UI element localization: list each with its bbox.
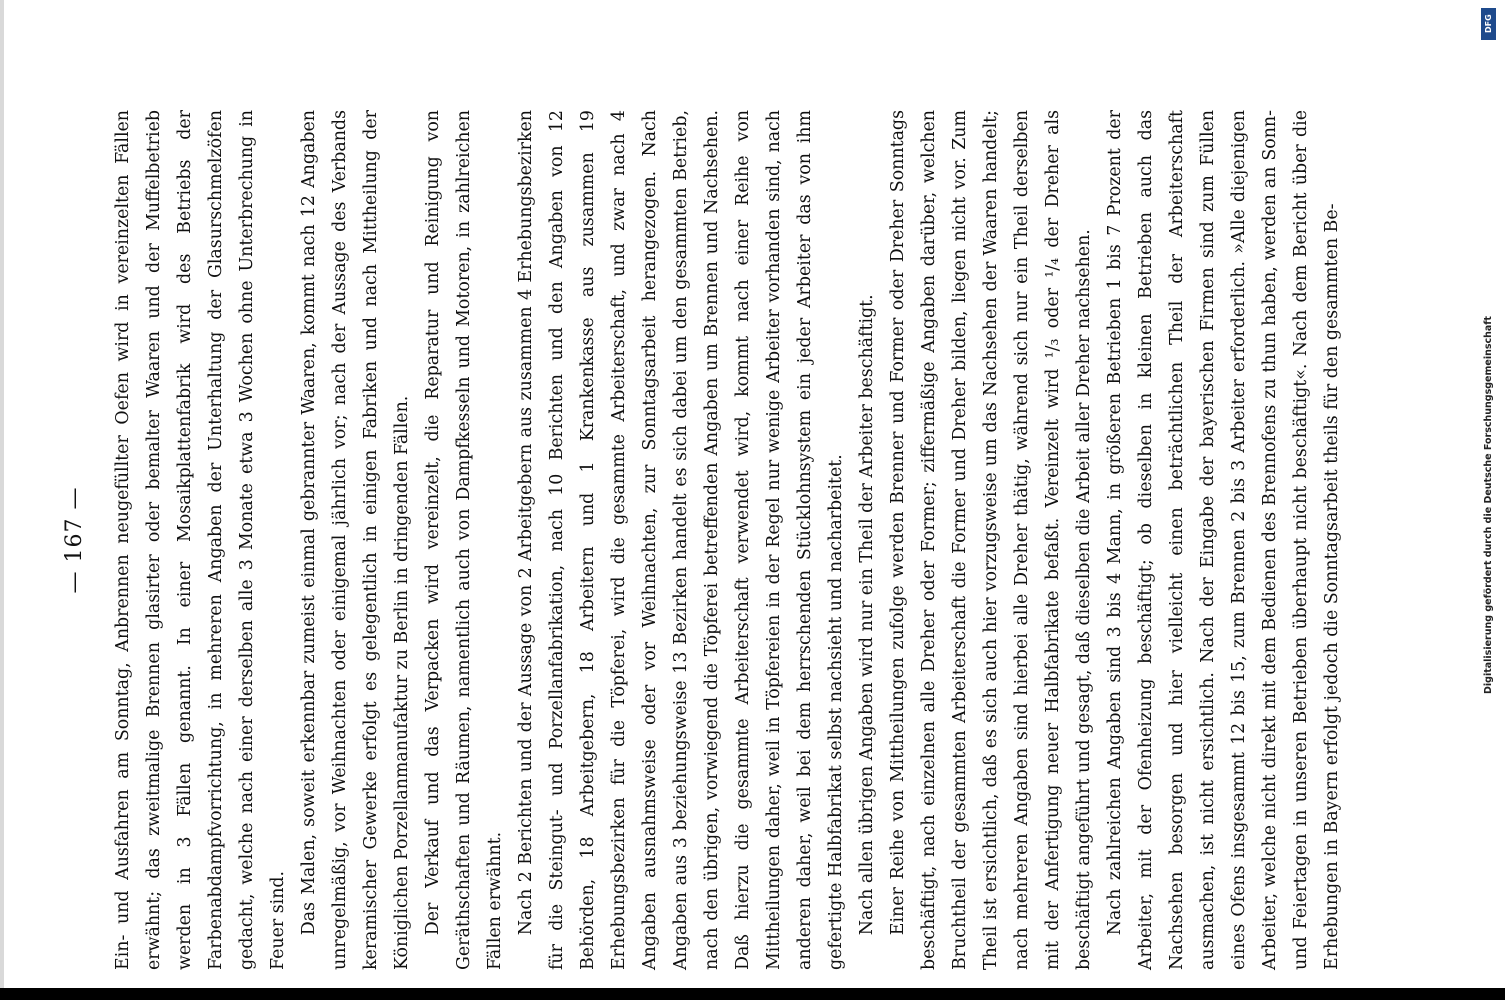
digitization-notice: Digitalisierung gefördert durch die Deutsche Forschungsgemeinschaft <box>1483 316 1494 694</box>
paragraph-6: Einer Reihe von Mittheilungen zufolge werden Brenner und Former oder Dreher Sonntags beschäftigt, nach einzelnen alle Dreher oder Former; ziffermäßige Angaben darüber, welchen Bruchtheil der gesammten Arbeiterschaft die Former und Dreher bilden, liegen nicht vor. Zum Theil ist ersichtlich, daß es sich auch hier vorzugsweise um das Nachsehen der Waaren handelt; nach mehreren Angaben sind hierbei alle Dreher thätig, während sich nur ein Theil derselben mit der Anfertigung neuer Halbfabrikate befaßt. Vereinzelt wird ¹/₃ oder ¹/₄ der Dreher als beschäftigt angeführt und gesagt, daß dieselben die Arbeit aller Dreher nachsehen. <box>888 110 1094 970</box>
scan-edge-shadow <box>0 0 4 1000</box>
paragraph-4: Nach 2 Berichten und der Aussage von 2 Arbeitgebern aus zusammen 4 Erhebungsbezirken für die Steingut- und Porzellanfabrikation, nach 10 Berichten und den Angaben von 12 Behörden, 18 Arbeitgebern, 18 Arbeitern und 1 Krankenkasse aus zusammen 19 Erhebungsbezirken für die Töpferei, wird die gesammte Arbeiterschaft, und zwar nach 4 Angaben ausnahmsweise oder vor Weihnachten, zur Sonntagsarbeit herangezogen. Nach Angaben aus 3 beziehungsweise 13 Bezirken handelt es sich dabei um den gesammten Betrieb, nach den übrigen, vorwiegend die Töpferei betreffenden Angaben um Brennen und Nachsehen. Daß hierzu die gesammte Arbeiterschaft verwendet wird, kommt nach einer Reihe von Mittheilungen daher, weil in Töpfereien in der Regel nur wenige Arbeiter vorhanden sind, nach anderen daher, weil bei dem herrschenden Stücklohnsystem ein jeder Arbeiter das von ihm gefertigte Halbfabrikat selbst nachsieht und nacharbeitet. <box>516 110 846 970</box>
paragraph-7: Nach zahlreichen Angaben sind 3 bis 4 Mann, in größeren Betrieben 1 bis 7 Prozent der Arbeiter, mit der Ofenheizung beschäftigt; ob dieselben in kleinen Betrieben auch das Nachsehen besorgen und hier vielleicht einen beträchtlichen Theil der Arbeiterschaft ausmachen, ist nicht ersichtlich. Nach der Eingabe der bayerischen Firmen sind zum Füllen eines Ofens insgesammt 12 bis 15, zum Brennen 2 bis 3 Arbeiter erforderlich. »Alle diejenigen Arbeiter, welche nicht direkt mit dem Bedienen des Brennofens zu thun haben, werden an Sonn- und Feiertagen in unseren Betrieben überhaupt nicht beschäftigt«. Nach dem Bericht über die Erhebungen in Bayern erfolgt jedoch die Sonntagsarbeit theils für den gesammten Be- <box>1105 110 1342 970</box>
page-number: — 167 — <box>62 486 87 594</box>
paragraph-2: Das Malen, soweit erkennbar zumeist einmal gebrannter Waaren, kommt nach 12 Angaben unregelmäßig, vor Weihnachten oder einigemal jährlich vor; nach der Aussage des Verbands keramischer Gewerke erfolgt es gelegentlich in einigen Fabriken und nach Mittheilung der Königlichen Porzellanmanufaktur zu Berlin in dringenden Fällen. <box>299 110 412 970</box>
scan-bottom-band <box>0 988 1505 1000</box>
paragraph-3: Der Verkauf und das Verpacken wird vereinzelt, die Reparatur und Reinigung von Geräthschaften und Räumen, namentlich auch von Dampfkesseln und Motoren, in zahlreichen Fällen erwähnt. <box>423 110 505 970</box>
paragraph-1: Ein- und Ausfahren am Sonntag, Anbrennen neugefüllter Oefen wird in vereinzelten Fällen erwähnt; das zweitmalige Brennen glasirter oder bemalter Waaren und der Muffelbetrieb werden in 3 Fällen genannt. In einer Mosaikplattenfabrik wird des Betriebs der Farbenabdampfvorrichtung, in mehreren Angaben der Unterhaltung der Glasurschmelzöfen gedacht, welche nach einer derselben alle 3 Monate etwa 3 Wochen ohne Unterbrechung in Feuer sind. <box>113 110 288 970</box>
rotated-page-content <box>50 0 1450 990</box>
dfg-logo: DFG <box>1481 8 1496 40</box>
paragraph-5: Nach allen übrigen Angaben wird nur ein Theil der Arbeiter beschäftigt. <box>857 294 877 936</box>
body-text <box>108 110 1348 970</box>
